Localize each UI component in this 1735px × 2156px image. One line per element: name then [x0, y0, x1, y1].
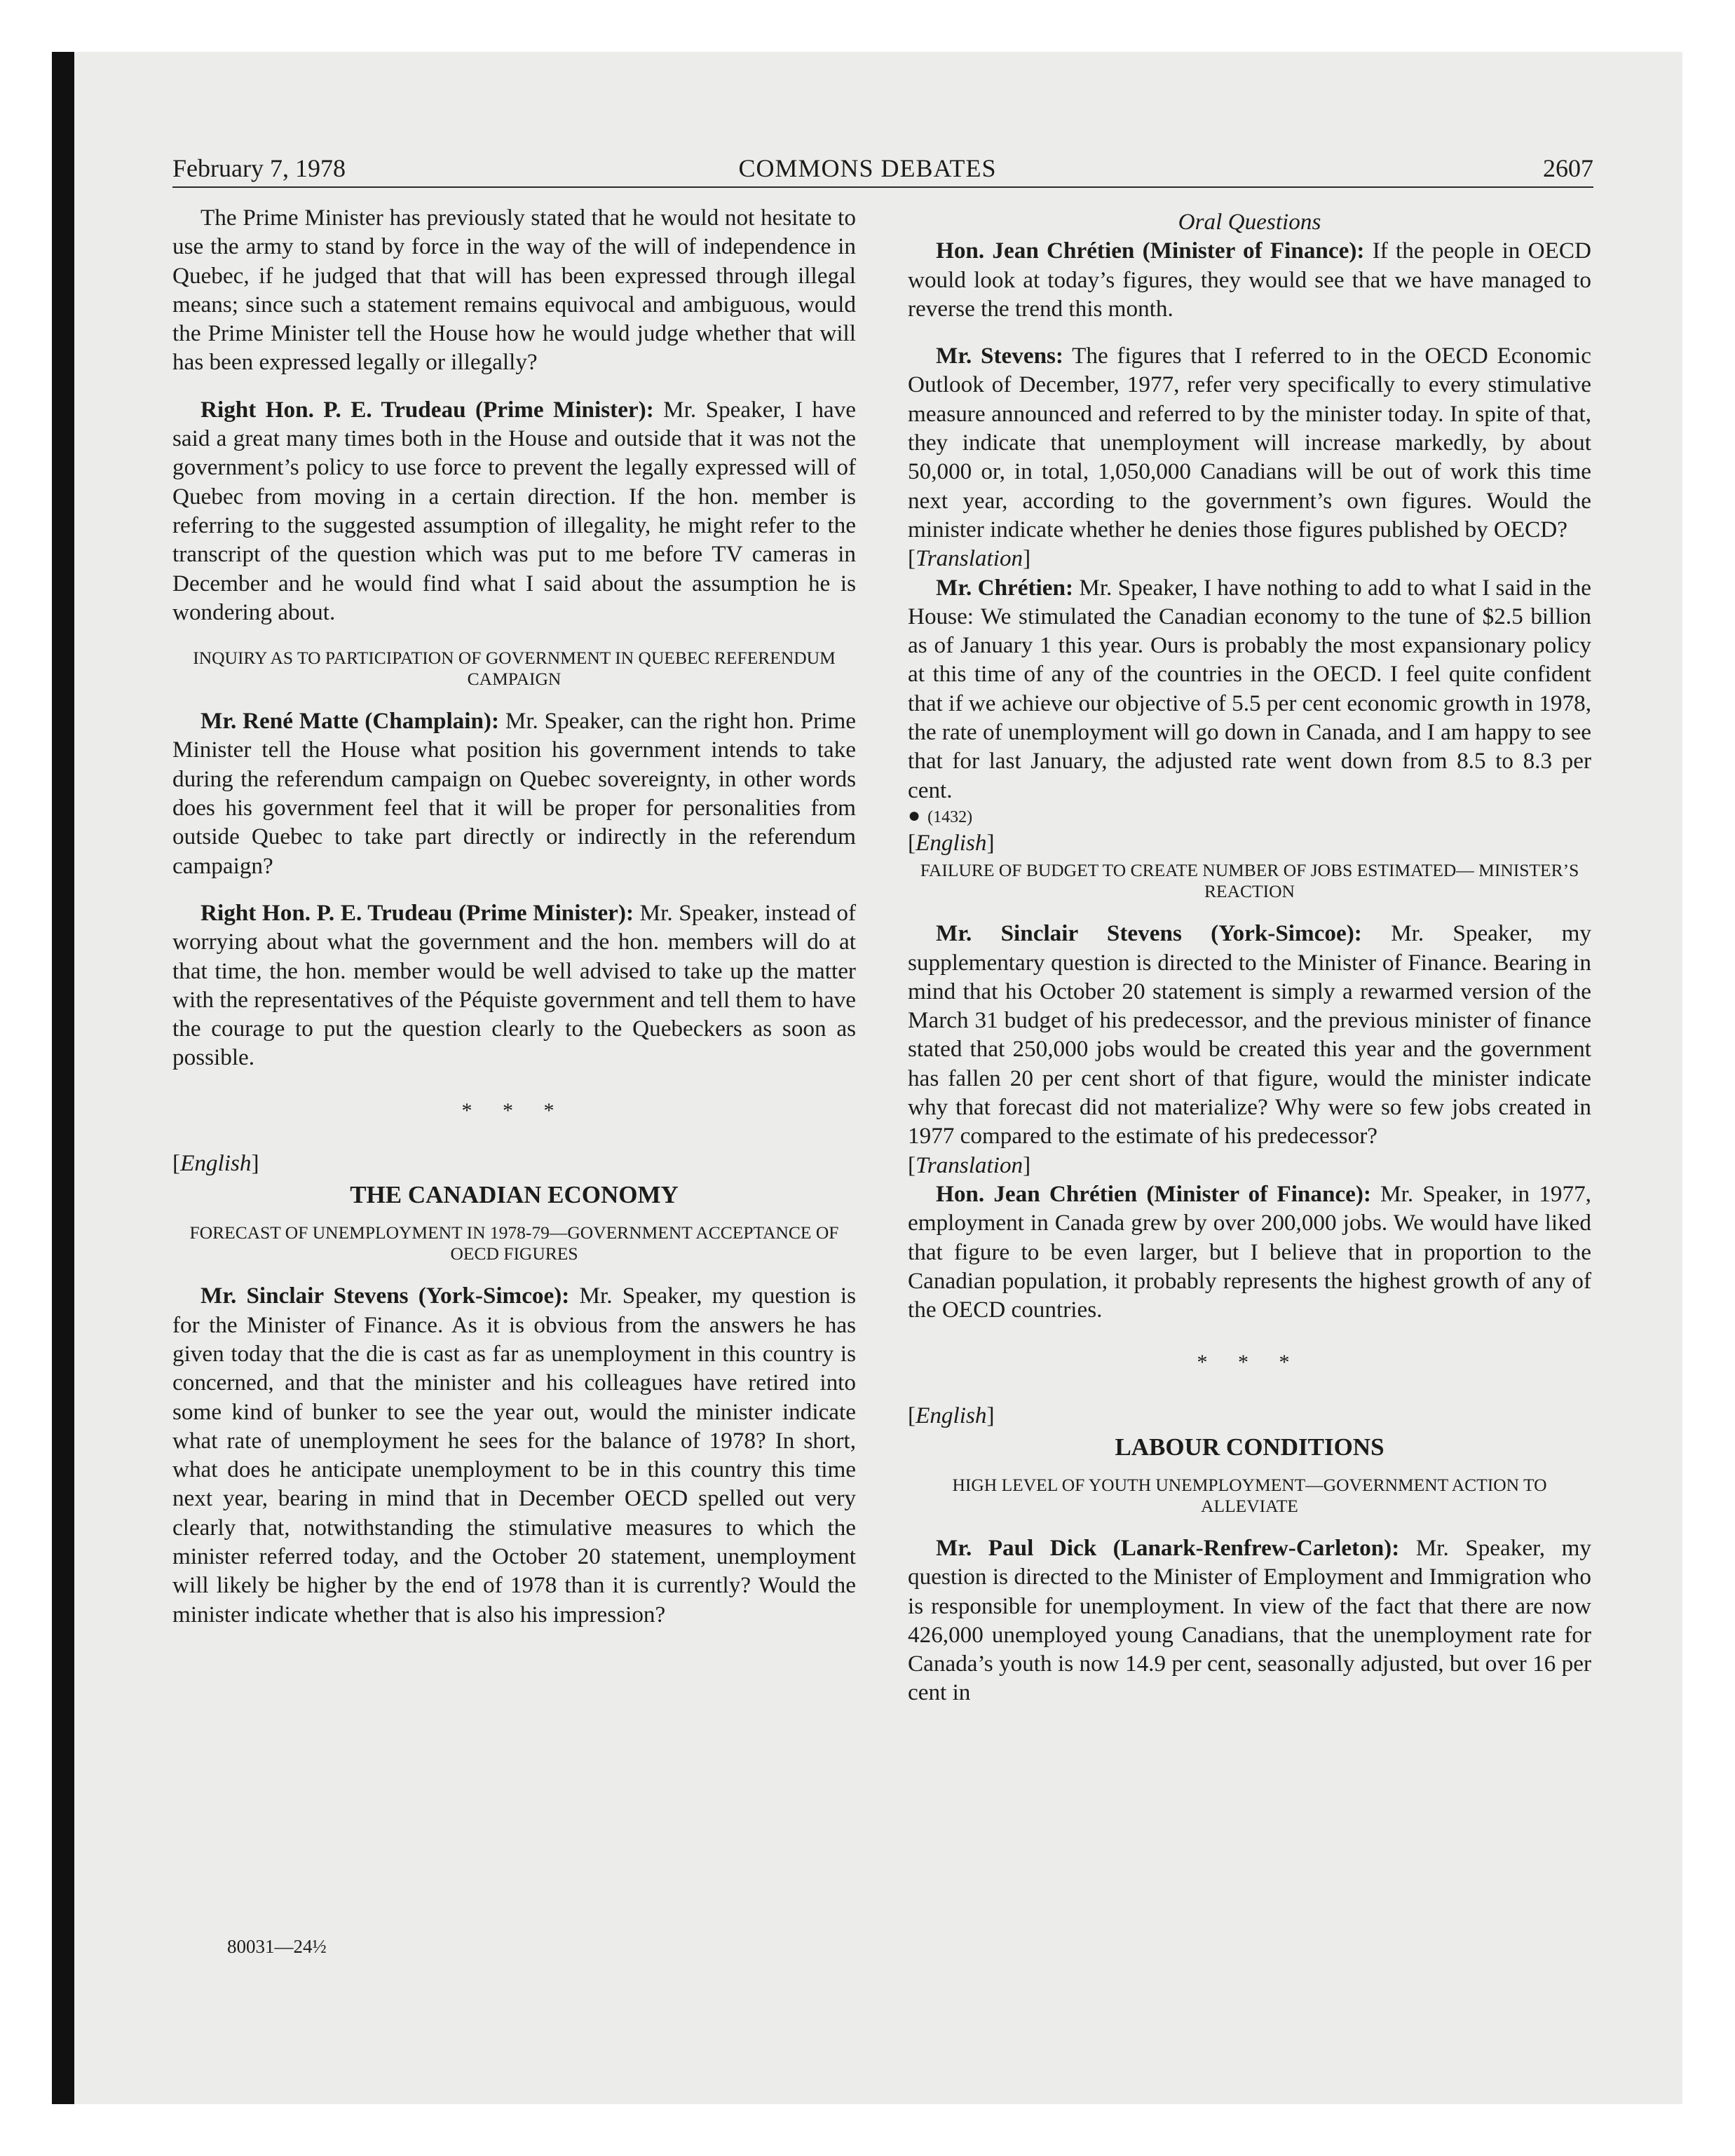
speech-text: Mr. Speaker, instead of worrying about what the government and the hon. members will do at that time, the hon. member would be well advised to take up the matter with the representatives of the Péquiste government and tell them to have the courage to put the question clearly to the Quebeckers as soon as possible. [172, 899, 857, 1071]
speech-text: Mr. Speaker, my question is for the Minister of Finance. As it is obvious from the answers he has given today that the die is cast as far as unemployment in this country is concerned, and that the minister and his colleagues have retired into some kind of bunker to see the year out, would the minister indicate what rate of unemployment he sees for the balance of 1978? In short, what does he anticipate unemployment to be in this country this time next year, bearing in mind that in December OECD spelled out very clearly that, notwithstanding the stimulative measures to which the minister referred today, and the October 20 statement, unemployment will likely be higher by the end of 1978 than it is currently? Would the minister indicate whether that is also his impression? [172, 1283, 856, 1628]
speaker-name: Right Hon. P. E. Trudeau (Prime Minister): [200, 396, 654, 423]
paragraph [908, 1180, 1591, 1324]
subheading: FORECAST OF UNEMPLOYMENT IN 1978-79—GOVERNMENT ACCEPTANCE OF OECD FIGURES [189, 1222, 839, 1264]
time-marker [908, 805, 1591, 828]
left-column [172, 203, 856, 1629]
language-tag-text: Translation [916, 545, 1023, 572]
subheading: INQUIRY AS TO PARTICIPATION OF GOVERNMENT IN QUEBEC REFERENDUM CAMPAIGN [193, 648, 836, 690]
header-date: February 7, 1978 [172, 154, 346, 182]
header-title: COMMONS DEBATES [738, 154, 997, 182]
speech-text: Mr. Speaker, I have said a great many times both in the House and outside that it was not the government’s policy to use force to prevent the legally expressed will of Quebec from moving in a certain direction. If the hon. member is referring to the suggested assumption of illegality, he might refer to the transcript of the question which was put to me before TV cameras in December and he would find what I said about the assumption he is wondering about. [172, 396, 856, 625]
speech-text: Mr. Speaker, my supplementary question is directed to the Minister of Finance. Bearing in mind that his October 20 statement is simply a rewarmed version of the March 31 budget of his predecessor, and the previous minister of finance stated that 250,000 jobs would be created this year and the government has fallen 20 per cent short of that figure, would the minister indicate why that forecast did not materialize? Why were so few jobs created in 1977 compared to the estimate of his predecessor? [908, 920, 1591, 1149]
speech-text: If the people in OECD would look at today’s figures, they would see that we have managed to reverse the trend this month. [908, 238, 1591, 322]
paragraph [172, 1281, 856, 1629]
language-tag-text: English [180, 1150, 252, 1177]
language-tag: [English] [172, 1150, 259, 1177]
language-tag: [Translation] [908, 1152, 1031, 1178]
language-tag: [Translation] [908, 545, 1031, 572]
speaker-name: Mr. Sinclair Stevens (York-Simcoe): [936, 920, 1362, 947]
speaker-name: Hon. Jean Chrétien (Minister of Finance): [936, 238, 1365, 264]
paragraph [908, 1534, 1591, 1707]
language-tag: [English] [908, 1402, 995, 1428]
speaker-name: Mr. Stevens: [936, 343, 1063, 369]
language-tag-text: Translation [916, 1152, 1023, 1178]
paragraph [172, 899, 856, 1072]
speaker-name: Hon. Jean Chrétien (Minister of Finance): [936, 1180, 1371, 1207]
paragraph: The Prime Minister has previously stated that he would not hesitate to use the army to stand by force in the way of the will of independence in Quebec, if he judged that that will has been expressed through illegal means; since such a statement remains equivocal and ambiguous, would the Prime Minister tell the House how he would judge whether that will has been expressed legally or illegally? [172, 205, 856, 376]
paragraph [908, 919, 1591, 1150]
header-page-number: 2607 [1543, 154, 1593, 182]
section-heading: LABOUR CONDITIONS [1115, 1433, 1384, 1461]
speaker-name: Mr. René Matte (Champlain): [200, 708, 500, 735]
subheading: FAILURE OF BUDGET TO CREATE NUMBER OF JOBS ESTIMATED— MINISTER’S REACTION [920, 860, 1579, 902]
speech-text: Mr. Speaker, can the right hon. Prime Minister tell the House what position his government intends to take during the referendum campaign on Quebec sovereignty, in other words does his government feel that it will be proper for personalities from outside Quebec to take part directly or indirectly in the referendum campaign? [172, 708, 856, 879]
speaker-name: Mr. Paul Dick (Lanark-Renfrew-Carleton): [936, 1534, 1400, 1561]
header-rule [172, 186, 1593, 188]
bullet-icon: ● [908, 803, 921, 827]
paragraph [908, 573, 1591, 805]
section-separator: * * * [461, 1098, 567, 1122]
scan-binding-edge [52, 52, 74, 2104]
language-tag-text: English [916, 1402, 987, 1428]
speech-text: Mr. Speaker, I have nothing to add to what I said in the House: We stimulated the Canadian economy to the tune of $2.5 billion as of January 1 this year. Ours is probably the most expansionary policy at this time of any of the countries in the OECD. I feel quite confident that if we achieve our objective of 5.5 per cent economic growth in 1978, the rate of unemployment will go down in Canada, and I am happy to see that for last January, the adjusted rate went down from 8.5 to 8.3 per cent. [908, 574, 1591, 803]
language-tag: [English] [908, 829, 995, 856]
paragraph [172, 707, 856, 880]
language-tag-text: English [916, 829, 987, 856]
speech-text: Mr. Speaker, my question is directed to the Minister of Employment and Immigration who is responsible for unemployment. In view of the fact that there are now 426,000 unemployed young Canadians, that the unemployment rate for Canada’s youth is now 14.9 per cent, seasonally adjusted, but over 16 per cent in [908, 1534, 1591, 1706]
paragraph [908, 341, 1591, 544]
section-title: Oral Questions [1178, 209, 1321, 235]
section-heading: THE CANADIAN ECONOMY [350, 1181, 679, 1209]
section-separator: * * * [1197, 1351, 1302, 1374]
time-marker-text: (1432) [927, 807, 973, 826]
right-column [908, 207, 1591, 1707]
speaker-name: Mr. Chrétien: [936, 574, 1074, 601]
speaker-name: Right Hon. P. E. Trudeau (Prime Minister): [200, 899, 634, 926]
speech-text: The figures that I referred to in the OECD Economic Outlook of December, 1977, refer very specifically to every stimulative measure announced and referred to by the minister today. In spite of that, they indicate that unemployment will increase markedly, by about 50,000 or, in total, 1,050,000 Canadians will be out of work this time next year, according to the government’s own figures. Would the minister indicate whether he denies those figures published by OECD? [908, 343, 1591, 543]
speaker-name: Mr. Sinclair Stevens (York-Simcoe): [200, 1283, 570, 1309]
subheading: HIGH LEVEL OF YOUTH UNEMPLOYMENT—GOVERNMENT ACTION TO ALLEVIATE [952, 1474, 1547, 1516]
paragraph [908, 236, 1591, 323]
speech-text: Mr. Speaker, in 1977, employment in Canada grew by over 200,000 jobs. We would have liked that figure to be even larger, but I believe that in proportion to the Canadian population, it probably represents the highest growth of any of the OECD countries. [908, 1180, 1591, 1323]
paragraph [172, 395, 856, 627]
printer-code: 80031—24½ [227, 1936, 327, 1957]
